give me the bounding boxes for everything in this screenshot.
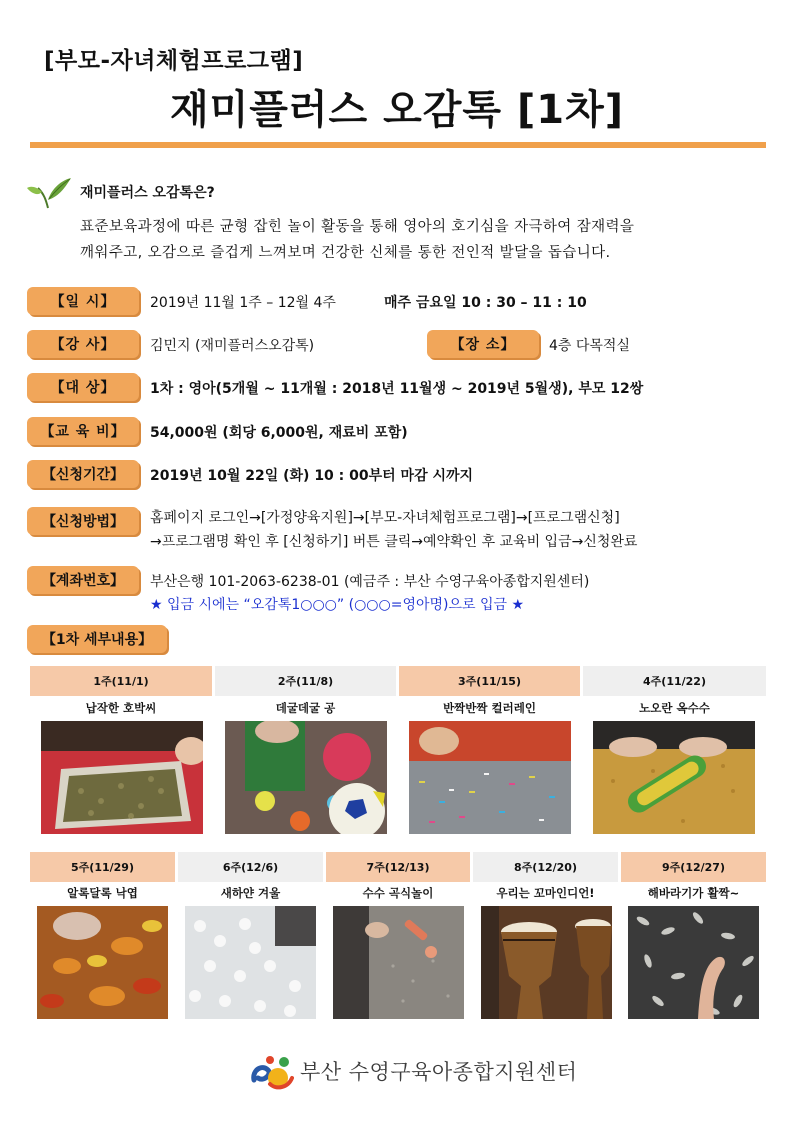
week-5-title: 알록달록 낙엽	[67, 886, 138, 900]
week-2-title: 데굴데굴 공	[275, 701, 336, 715]
fee-label: 【교 육 비】	[27, 417, 139, 445]
place-label: 【장 소】	[427, 330, 539, 358]
method-line-1: 홈페이지 로그인→[가정양육지원]→[부모-자녀체험프로그램]→[프로그램신청]	[150, 510, 620, 526]
week-2-photo	[225, 721, 387, 834]
details-label: 【1차 세부내용】	[27, 625, 167, 653]
account-label: 【계좌번호】	[27, 566, 139, 594]
title-divider	[30, 142, 766, 148]
week-9-photo	[628, 906, 759, 1019]
date-time: 매주 금요일 10 : 30 – 11 : 10	[384, 295, 587, 311]
week-7-title: 수수 곡식놀이	[362, 886, 434, 900]
place-value: 4층 다목적실	[549, 338, 630, 354]
week-1-title: 납작한 호박씨	[85, 701, 157, 715]
fee-value: 54,000원 (회당 6,000원, 재료비 포함)	[150, 425, 408, 441]
center-name: 부산 수영구육아종합지원센터	[300, 1060, 578, 1084]
week-9-header: 9주(12/27)	[621, 852, 766, 882]
method-label: 【신청방법】	[27, 507, 139, 535]
week-6-title: 새하얀 겨울	[220, 886, 281, 900]
intro-heading: 재미플러스 오감톡은?	[80, 185, 215, 201]
target-label: 【대 상】	[27, 373, 139, 401]
week-6-photo	[185, 906, 316, 1019]
week-8-title: 우리는 꼬마인디언!	[496, 886, 595, 900]
week-4-header: 4주(11/22)	[583, 666, 766, 696]
leaf-icon	[26, 174, 72, 210]
week-8-header: 8주(12/20)	[473, 852, 618, 882]
week-2-header: 2주(11/8)	[215, 666, 396, 696]
week-3-title: 반짝반짝 컬러레인	[443, 701, 536, 715]
period-value: 2019년 10월 22일 (화) 10 : 00부터 마감 시까지	[150, 468, 474, 484]
center-logo	[250, 1052, 294, 1092]
week-6-header: 6주(12/6)	[178, 852, 323, 882]
account-note: ★ 입금 시에는 “오감톡1○○○” (○○○=영아명)으로 입금 ★	[150, 597, 525, 613]
page-subtitle: [부모-자녀체험프로그램]	[44, 48, 304, 74]
date-value: 2019년 11월 1주 – 12월 4주	[150, 295, 336, 311]
week-4-photo	[593, 721, 755, 834]
week-1-photo	[41, 721, 203, 834]
week-9-title: 해바라기가 활짝~	[647, 886, 740, 900]
teacher-value: 김민지 (재미플러스오감톡)	[150, 338, 315, 354]
week-7-photo	[333, 906, 464, 1019]
page-title: 재미플러스 오감톡 [1차]	[169, 87, 624, 133]
week-5-photo	[37, 906, 168, 1019]
account-value: 부산은행 101-2063-6238-01 (예금주 : 부산 수영구육아종합지원센터)	[150, 574, 590, 590]
week-7-header: 7주(12/13)	[326, 852, 470, 882]
week-3-photo	[409, 721, 571, 834]
intro-line-1: 표준보육과정에 따른 균형 잡힌 놀이 활동을 통해 영아의 호기심을 자극하여 잠재력을	[80, 219, 635, 235]
week-3-header: 3주(11/15)	[399, 666, 580, 696]
date-label: 【일 시】	[27, 287, 139, 315]
intro-description	[80, 214, 740, 266]
period-label: 【신청기간】	[27, 460, 139, 488]
method-line-2: →프로그램명 확인 후 [신청하기] 버튼 클릭→예약확인 후 교육비 입금→신청완료	[150, 534, 638, 550]
week-4-title: 노오란 옥수수	[639, 701, 710, 715]
target-value: 1차 : 영아(5개월 ~ 11개월 : 2018년 11월생 ~ 2019년 5월생), 부모 12쌍	[150, 381, 644, 397]
week-8-photo	[481, 906, 612, 1019]
teacher-label: 【강 사】	[27, 330, 139, 358]
week-5-header: 5주(11/29)	[30, 852, 175, 882]
week-1-header: 1주(11/1)	[30, 666, 212, 696]
intro-line-2: 깨워주고, 오감으로 즐겁게 느껴보며 건강한 신체를 통한 전인적 발달을 돕습니다.	[80, 245, 611, 261]
